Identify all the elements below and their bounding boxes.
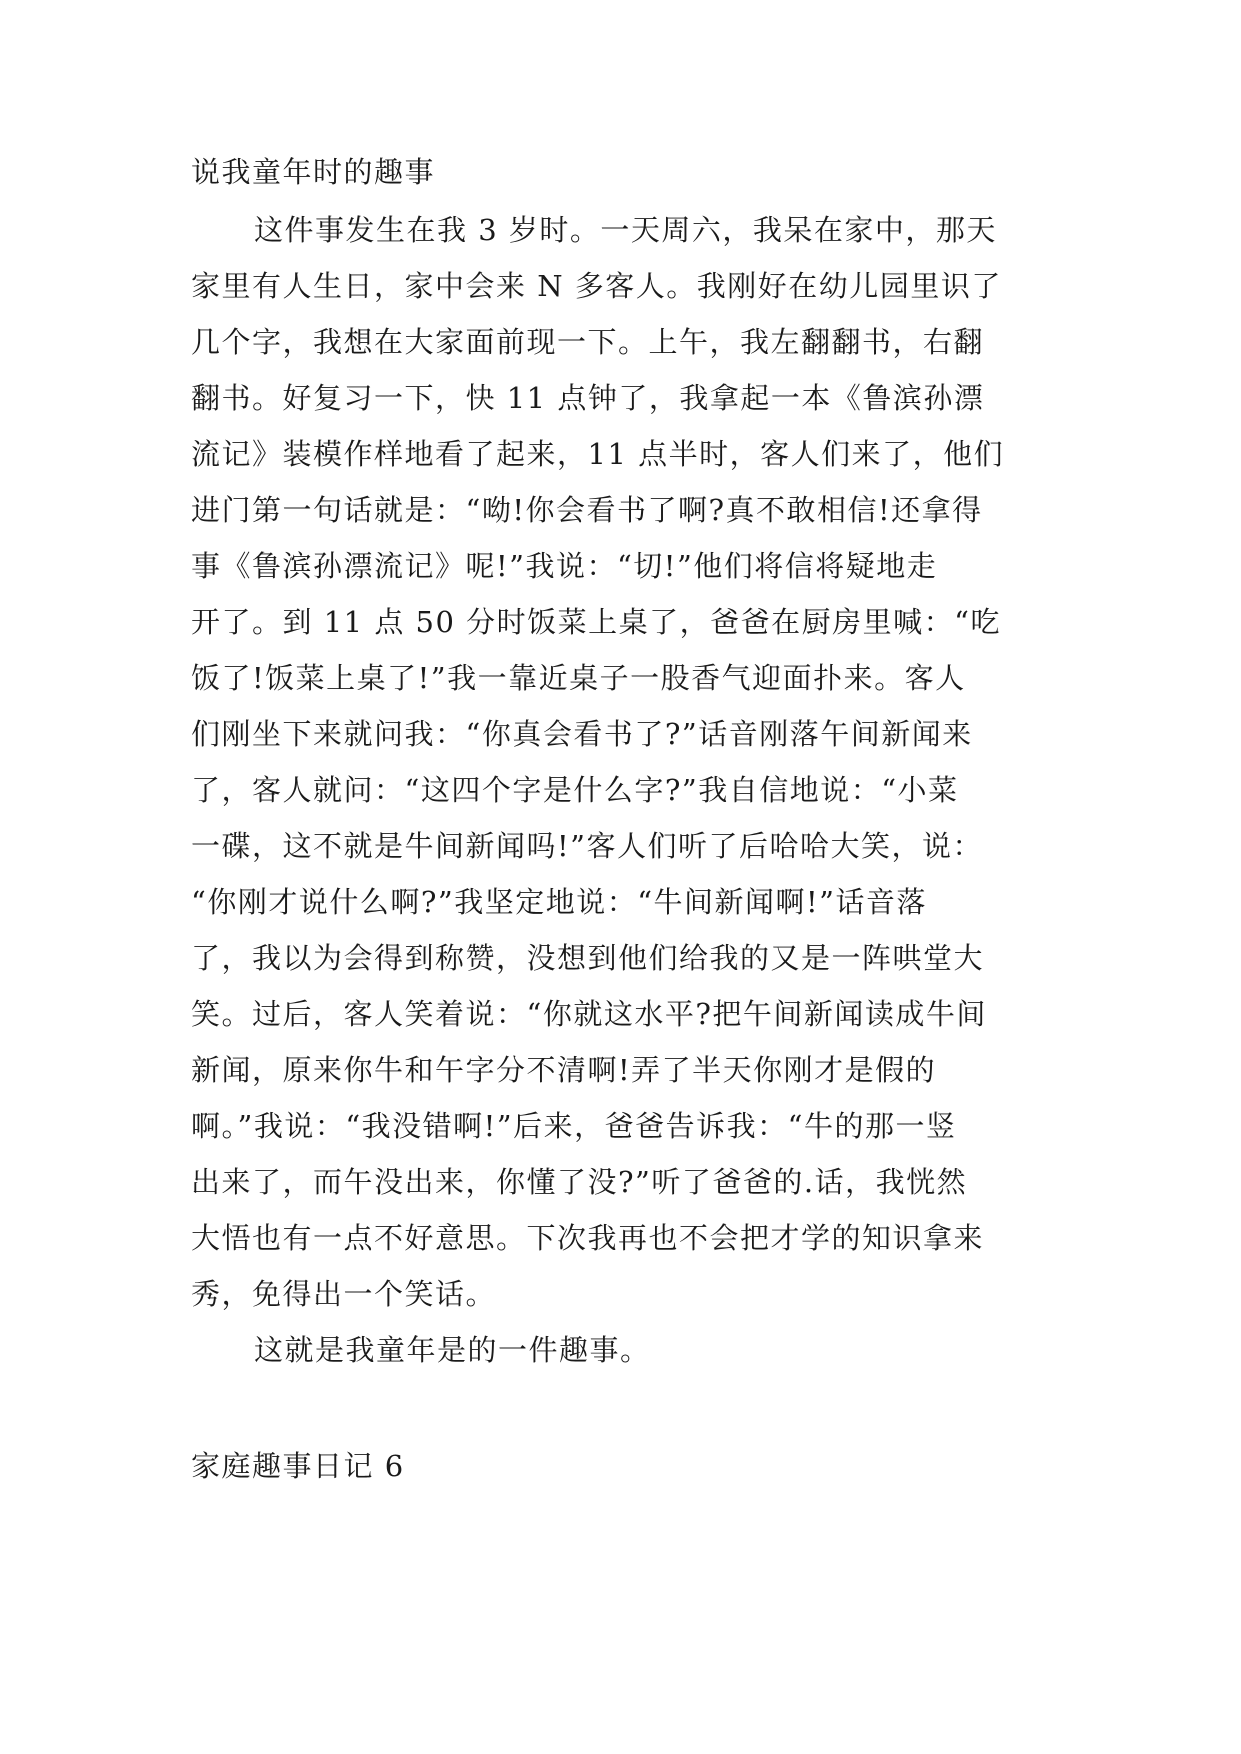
paragraph-line: 秀，免得出一个笑话。 [191,1277,497,1311]
paragraph-line: 大悟也有一点不好意思。下次我再也不会把才学的知识拿来 [191,1221,985,1255]
paragraph-line: 们刚坐下来就问我：“你真会看书了?”话音刚落午间新闻来 [191,717,973,751]
paragraph-2: 这就是我童年是的一件趣事。 [254,1333,651,1367]
paragraph-line: 流记》装模作样地看了起来，11 点半时，客人们来了，他们 [191,437,1005,471]
paragraph-line: 新闻，原来你牛和午字分不清啊!弄了半天你刚才是假的 [191,1053,937,1087]
essay-title: 说我童年时的趣事 [191,155,436,189]
next-section-heading: 家庭趣事日记 6 [191,1449,405,1483]
paragraph-line: 了，客人就问：“这四个字是什么字?”我自信地说：“小菜 [191,773,959,807]
paragraph-line: 开了。到 11 点 50 分时饭菜上桌了，爸爸在厨房里喊：“吃 [191,605,1002,639]
paragraph-line: 进门第一句话就是：“呦!你会看书了啊?真不敢相信!还拿得 [191,493,983,527]
paragraph-line: 一碟，这不就是牛间新闻吗!”客人们听了后哈哈大笑，说： [191,829,983,863]
paragraph-line: 事《鲁滨孙漂流记》呢!”我说：“切!”他们将信将疑地走 [191,549,938,583]
paragraph-line: 家里有人生日，家中会来 N 多客人。我刚好在幼儿园里识了 [191,269,1002,303]
paragraph-line: 几个字，我想在大家面前现一下。上午，我左翻翻书，右翻 [191,325,985,359]
paragraph-line: 笑。过后，客人笑着说：“你就这水平?把午间新闻读成牛间 [191,997,987,1031]
paragraph-line: 这件事发生在我 3 岁时。一天周六，我呆在家中，那天 [254,213,997,247]
paragraph-line: “你刚才说什么啊?”我坚定地说：“牛间新闻啊!”话音落 [191,885,928,919]
paragraph-line: 啊。”我说：“我没错啊!”后来，爸爸告诉我：“牛的那一竖 [191,1109,957,1143]
paragraph-line: 出来了，而午没出来，你懂了没?”听了爸爸的.话，我恍然 [191,1165,968,1199]
paragraph-line: 了，我以为会得到称赞，没想到他们给我的又是一阵哄堂大 [191,941,985,975]
paragraph-line: 翻书。好复习一下，快 11 点钟了，我拿起一本《鲁滨孙漂 [191,381,985,415]
paragraph-line: 饭了!饭菜上桌了!”我一靠近桌子一股香气迎面扑来。客人 [191,661,966,695]
